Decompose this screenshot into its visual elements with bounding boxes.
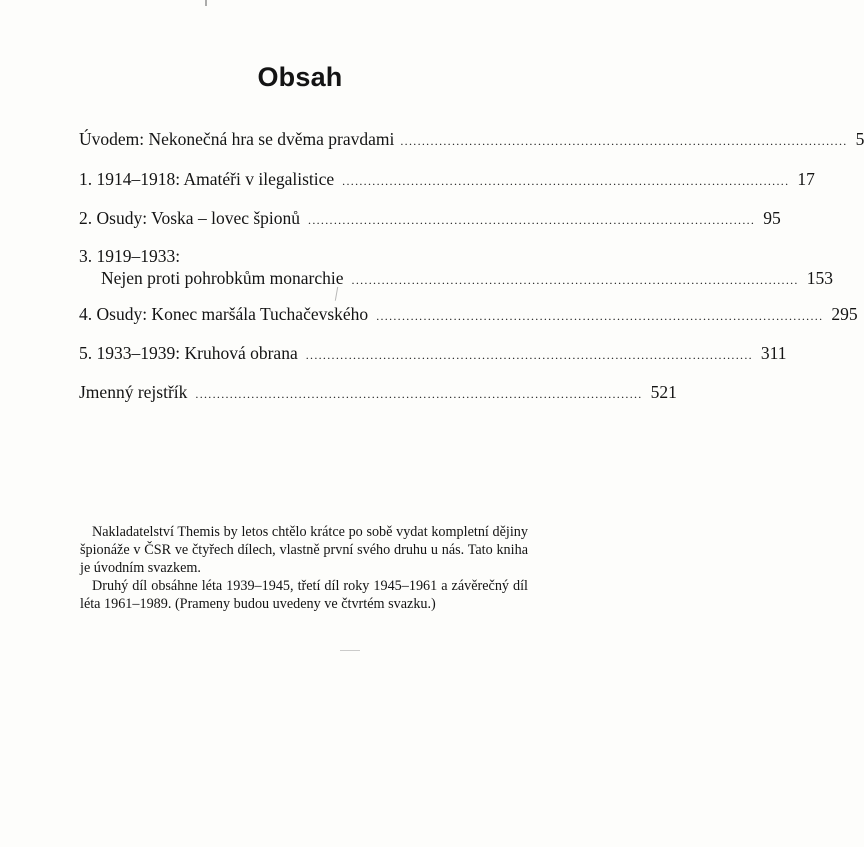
page-title: Obsah [257,62,343,92]
toc-entry-page: 295 [831,304,858,324]
toc-entry-index [79,381,677,405]
toc-entry-page: 17 [797,169,815,189]
toc-entry-page: 153 [806,268,833,288]
toc-entry-chapter-5 [79,342,787,366]
toc-entry-label: 1. 1914–1918: Amatéři v ilegalistice [79,169,335,189]
leader-dots: ........................................................................................................ [195,387,643,401]
toc-entry-intro [79,128,864,152]
note-paragraph: Druhý díl obsáhne léta 1939–1945, třetí díl roky 1945–1961 a závěrečný díl léta 1961–1989. (Prameny budou uvedeny ve čtvrtém svazku.) [80,578,528,612]
toc-entry-chapter-3 [79,245,833,291]
toc-entry-label: 5. 1933–1939: Kruhová obrana [79,343,298,363]
leader-dots: ........................................................................................................ [400,134,848,148]
toc-entry-label: 2. Osudy: Voska – lovec špionů [79,208,301,228]
toc-entry-label: Jmenný rejstřík [79,382,188,402]
toc-entry-page: 95 [763,208,781,228]
toc-entry-chapter-2 [79,207,781,231]
scan-artifact [340,650,360,651]
leader-dots: ........................................................................................................ [342,174,790,188]
toc-entry-label: Úvodem: Nekonečná hra se dvěma pravdami [79,129,395,149]
leader-dots: ........................................................................................................ [351,273,799,287]
toc-entry-chapter-1 [79,168,815,192]
toc-entry-label: 4. Osudy: Konec maršála Tuchačevského [79,304,369,324]
toc-entry-page: 5 [855,129,864,149]
leader-dots: ........................................................................................................ [376,309,824,323]
toc-entry-chapter-4 [79,303,858,327]
leader-dots: ........................................................................................................ [308,213,756,227]
toc-entry-page: 311 [760,343,787,363]
toc-entry-label-continued: Nejen proti pohrobkům monarchie [101,268,344,288]
note-paragraph: Nakladatelství Themis by letos chtělo krátce po sobě vydat kompletní dějiny špionáže v ČSR ve čtyřech dílech, vlastně první svého druhu u nás. Tato kniha je úvodním svazkem. [80,524,528,576]
toc-entry-page: 521 [650,382,677,402]
scan-artifact [205,0,207,6]
leader-dots: ........................................................................................................ [305,348,753,362]
publisher-note [80,523,528,613]
toc-entry-label: 3. 1919–1933: [79,246,181,266]
